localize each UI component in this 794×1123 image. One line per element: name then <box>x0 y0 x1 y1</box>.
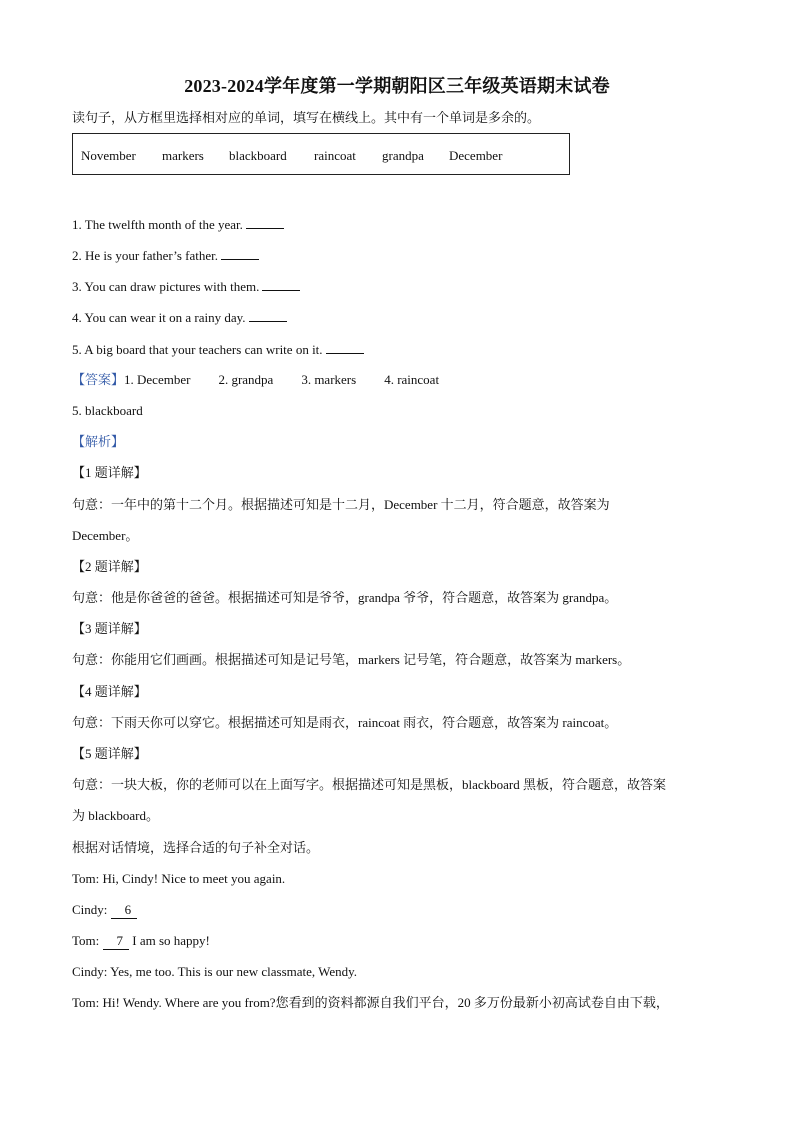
word-bank-item: November <box>81 148 136 163</box>
answer-blank <box>221 247 259 260</box>
answer-blank <box>246 216 284 229</box>
answer-blank <box>249 309 287 322</box>
detail-heading: 【1 题详解】 <box>72 465 147 480</box>
question-3 <box>72 278 300 295</box>
analysis-label: 【解析】 <box>72 434 125 449</box>
detail-heading: 【2 题详解】 <box>72 559 147 574</box>
dialogue-line: Tom: Hi, Cindy! Nice to meet you again. <box>72 871 286 886</box>
question-text: 2. He is your father’s father. <box>72 248 218 263</box>
question-text: 1. The twelfth month of the year. <box>72 217 243 232</box>
speaker: Cindy: <box>72 902 108 917</box>
word-bank-item: markers <box>162 148 204 163</box>
page-title: 2023-2024学年度第一学期朝阳区三年级英语期末试卷 <box>184 76 610 96</box>
dialogue-blank: 7 <box>103 933 130 950</box>
word-bank-item: grandpa <box>382 148 424 163</box>
detail-heading: 【3 题详解】 <box>72 621 147 636</box>
word-bank-item: blackboard <box>229 148 287 163</box>
answer-blank <box>326 341 364 354</box>
answer-blank <box>262 278 300 291</box>
question-5 <box>72 341 364 358</box>
dialogue-line: Tom: Hi! Wendy. Where are you from?您看到的资料都源自我们平台，20 多万份最新小初高试卷自由下载， <box>72 995 669 1010</box>
instruction-1: 读句子，从方框里选择相对应的单词，填写在横线上。其中有一个单词是多余的。 <box>72 110 541 125</box>
dialogue-text: I am so happy! <box>132 933 210 948</box>
answer-item: 3. markers <box>301 372 357 387</box>
question-2 <box>72 247 259 264</box>
question-text: 4. You can wear it on a rainy day. <box>72 310 246 325</box>
question-1 <box>72 216 284 233</box>
word-bank-box <box>72 133 570 175</box>
dialogue-blank: 6 <box>111 902 138 919</box>
answer-item: 4. raincoat <box>384 372 440 387</box>
answer-item: 1. December <box>124 372 191 387</box>
dialogue-line <box>72 933 210 950</box>
detail-text: December。 <box>72 528 139 543</box>
answer-item-5: 5. blackboard <box>72 403 143 418</box>
detail-heading: 【5 题详解】 <box>72 746 147 761</box>
dialogue-line: Cindy: Yes, me too. This is our new classmate, Wendy. <box>72 964 358 979</box>
instruction-2: 根据对话情境，选择合适的句子补全对话。 <box>72 840 320 855</box>
detail-text: 句意：下雨天你可以穿它。根据描述可知是雨衣，raincoat 雨衣，符合题意，故答案为 raincoat。 <box>72 715 618 730</box>
answer-line <box>72 372 439 388</box>
detail-heading: 【4 题详解】 <box>72 684 147 699</box>
detail-text: 句意：一年中的第十二个月。根据描述可知是十二月，December 十二月，符合题意，故答案为 <box>72 497 610 512</box>
question-4 <box>72 309 287 326</box>
word-bank-item: December <box>449 148 503 163</box>
question-text: 3. You can draw pictures with them. <box>72 279 260 294</box>
detail-text: 句意：他是你爸爸的爸爸。根据描述可知是爷爷，grandpa 爷爷，符合题意，故答案为 grandpa。 <box>72 590 618 605</box>
word-bank-item: raincoat <box>314 148 356 163</box>
detail-text: 为 blackboard。 <box>72 808 160 823</box>
answer-label: 【答案】 <box>72 372 125 387</box>
answer-item: 2. grandpa <box>218 372 274 387</box>
speaker: Tom: <box>72 933 100 948</box>
detail-text: 句意：一块大板，你的老师可以在上面写字。根据描述可知是黑板，blackboard 黑板，符合题意，故答案 <box>72 777 667 792</box>
question-text: 5. A big board that your teachers can write on it. <box>72 342 323 357</box>
dialogue-line <box>72 902 137 919</box>
detail-text: 句意：你能用它们画画。根据描述可知是记号笔，markers 记号笔，符合题意，故答案为 markers。 <box>72 652 631 667</box>
